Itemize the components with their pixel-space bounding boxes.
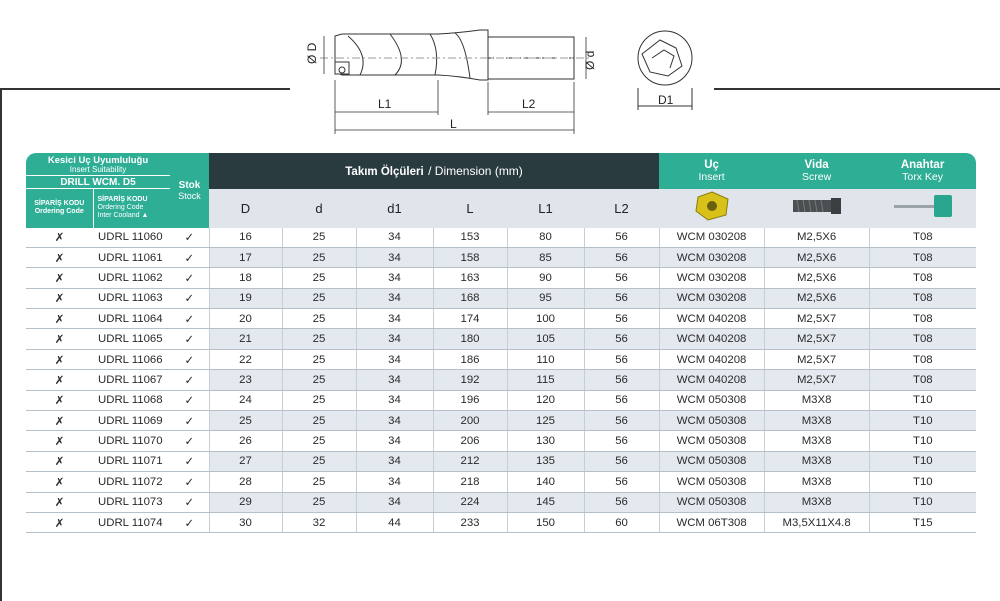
- cell-d: 25: [282, 288, 356, 308]
- cell-mark: ✗: [26, 431, 93, 451]
- cell-stock: ✓: [170, 288, 209, 308]
- label-L2: L2: [522, 97, 536, 111]
- cell-key: T08: [869, 268, 976, 288]
- cell-l: 163: [433, 268, 507, 288]
- cell-mark: ✗: [26, 370, 93, 390]
- cell-d1: 34: [356, 309, 433, 329]
- cell-d: 22: [209, 349, 282, 369]
- cell-screw: M3X8: [764, 431, 869, 451]
- cell-stock: ✓: [170, 492, 209, 512]
- cell-l2: 56: [584, 349, 659, 369]
- cell-screw: M3X8: [764, 492, 869, 512]
- insert-subtitle: Insert: [698, 170, 725, 183]
- cell-code: UDRL 11074: [93, 512, 170, 532]
- ordering-code-tr: SİPARİŞ KODU: [34, 200, 85, 208]
- table-row: [26, 288, 976, 308]
- cell-mark: ✗: [26, 390, 93, 410]
- cell-stock: ✓: [170, 472, 209, 492]
- cell-d1: 34: [356, 411, 433, 431]
- cell-d: 32: [282, 512, 356, 532]
- cell-d1: 34: [356, 390, 433, 410]
- screw-title: Vida: [804, 158, 829, 171]
- cell-key: T10: [869, 472, 976, 492]
- cell-l1: 105: [507, 329, 584, 349]
- cell-insert: WCM 050308: [659, 472, 764, 492]
- cell-code: UDRL 11071: [93, 451, 170, 471]
- cell-l: 180: [433, 329, 507, 349]
- cell-insert: WCM 050308: [659, 492, 764, 512]
- cell-key: T08: [869, 247, 976, 267]
- cell-code: UDRL 11066: [93, 349, 170, 369]
- cell-insert: WCM 040208: [659, 309, 764, 329]
- cell-l: 212: [433, 451, 507, 471]
- cell-d: 25: [282, 268, 356, 288]
- cell-key: T08: [869, 309, 976, 329]
- cell-mark: ✗: [26, 228, 93, 248]
- cell-mark: ✗: [26, 411, 93, 431]
- cell-l1: 85: [507, 247, 584, 267]
- cell-l: 206: [433, 431, 507, 451]
- cell-d: 18: [209, 268, 282, 288]
- cell-code: UDRL 11068: [93, 390, 170, 410]
- cell-l2: 56: [584, 390, 659, 410]
- frame-top-left: [0, 88, 290, 90]
- ordering-code2-tr: SİPARİŞ KODU: [97, 196, 148, 204]
- table-row: [26, 451, 976, 471]
- ordering-code-header: [26, 189, 93, 228]
- cell-l2: 56: [584, 247, 659, 267]
- table-row: [26, 492, 976, 512]
- table-row: [26, 370, 976, 390]
- cell-screw: M3X8: [764, 451, 869, 471]
- cell-d: 16: [209, 228, 282, 248]
- cell-d: 21: [209, 329, 282, 349]
- suitability-header: [26, 153, 170, 176]
- label-L1: L1: [378, 97, 392, 111]
- cell-l2: 56: [584, 268, 659, 288]
- cell-d: 24: [209, 390, 282, 410]
- key-title: Anahtar: [900, 158, 945, 171]
- cell-mark: ✗: [26, 512, 93, 532]
- col-header-L: L: [433, 189, 507, 228]
- cell-d: 20: [209, 309, 282, 329]
- cell-stock: ✓: [170, 370, 209, 390]
- cell-l: 233: [433, 512, 507, 532]
- cell-l2: 56: [584, 431, 659, 451]
- insert-image-icon: [690, 189, 734, 223]
- col-header-D: D: [209, 189, 282, 228]
- cell-l2: 56: [584, 411, 659, 431]
- cell-stock: ✓: [170, 512, 209, 532]
- cell-insert: WCM 030208: [659, 288, 764, 308]
- cell-d1: 34: [356, 288, 433, 308]
- cell-screw: M3X8: [764, 411, 869, 431]
- screw-image-cell: [764, 189, 869, 228]
- cell-d: 25: [282, 390, 356, 410]
- table-row: [26, 329, 976, 349]
- cell-l1: 120: [507, 390, 584, 410]
- insert-title: Uç: [704, 158, 719, 171]
- cell-key: T08: [869, 349, 976, 369]
- cell-stock: ✓: [170, 247, 209, 267]
- cell-d1: 34: [356, 228, 433, 248]
- cell-mark: ✗: [26, 247, 93, 267]
- cell-code: UDRL 11060: [93, 228, 170, 248]
- screw-image-icon: [787, 193, 847, 219]
- dimension-title: Takım Ölçüleri: [345, 165, 424, 178]
- cell-stock: ✓: [170, 411, 209, 431]
- cell-mark: ✗: [26, 309, 93, 329]
- cell-stock: ✓: [170, 431, 209, 451]
- cell-code: UDRL 11070: [93, 431, 170, 451]
- table-row: [26, 431, 976, 451]
- cell-d: 26: [209, 431, 282, 451]
- cell-mark: ✗: [26, 492, 93, 512]
- insert-header: [659, 153, 764, 189]
- cell-d: 25: [282, 492, 356, 512]
- cell-d: 25: [282, 451, 356, 471]
- screw-header: [764, 153, 869, 189]
- cell-key: T08: [869, 329, 976, 349]
- torx-key-image-icon: [890, 191, 956, 221]
- key-subtitle: Torx Key: [902, 170, 943, 183]
- cell-mark: ✗: [26, 268, 93, 288]
- cell-stock: ✓: [170, 329, 209, 349]
- cell-insert: WCM 050308: [659, 451, 764, 471]
- cell-d1: 44: [356, 512, 433, 532]
- insert-image-cell: [659, 189, 764, 228]
- cell-d: 25: [282, 247, 356, 267]
- label-L: L: [450, 117, 457, 131]
- cell-d: 25: [209, 411, 282, 431]
- col-header-d: d: [282, 189, 356, 228]
- cell-l: 218: [433, 472, 507, 492]
- cell-l1: 80: [507, 228, 584, 248]
- torx-key-image-cell: [869, 189, 976, 228]
- col-header-L2: L2: [584, 189, 659, 228]
- col-header-d1: d1: [356, 189, 433, 228]
- cell-mark: ✗: [26, 349, 93, 369]
- cell-key: T08: [869, 370, 976, 390]
- cell-key: T10: [869, 451, 976, 471]
- label-D1: D1: [658, 93, 674, 107]
- cell-l: 153: [433, 228, 507, 248]
- cell-insert: WCM 050308: [659, 411, 764, 431]
- drill-side-view: [320, 30, 590, 80]
- cell-l: 224: [433, 492, 507, 512]
- cell-key: T10: [869, 390, 976, 410]
- cell-d: 25: [282, 411, 356, 431]
- cell-code: UDRL 11061: [93, 247, 170, 267]
- key-header: [869, 153, 976, 189]
- cell-insert: WCM 050308: [659, 390, 764, 410]
- drill-label: DRILL WCM. D5: [26, 176, 170, 189]
- cell-screw: M2,5X6: [764, 247, 869, 267]
- cell-l: 158: [433, 247, 507, 267]
- cell-screw: M3,5X11X4.8: [764, 512, 869, 532]
- table-row: [26, 411, 976, 431]
- ordering-code2-extra: Inter Cooland ▲: [97, 212, 149, 220]
- cell-l2: 56: [584, 309, 659, 329]
- table-row: [26, 228, 976, 248]
- cell-key: T08: [869, 228, 976, 248]
- cell-l2: 56: [584, 451, 659, 471]
- cell-insert: WCM 030208: [659, 228, 764, 248]
- cell-stock: ✓: [170, 309, 209, 329]
- cell-d: 25: [282, 472, 356, 492]
- cell-code: UDRL 11069: [93, 411, 170, 431]
- cell-mark: ✗: [26, 288, 93, 308]
- cell-l: 174: [433, 309, 507, 329]
- cell-insert: WCM 040208: [659, 370, 764, 390]
- cell-l1: 95: [507, 288, 584, 308]
- cell-l2: 56: [584, 288, 659, 308]
- cell-d1: 34: [356, 349, 433, 369]
- cell-stock: ✓: [170, 451, 209, 471]
- label-diameter-D: Ø D: [305, 42, 319, 64]
- cell-mark: ✗: [26, 472, 93, 492]
- cell-l1: 125: [507, 411, 584, 431]
- cell-l1: 145: [507, 492, 584, 512]
- table-body: [26, 228, 976, 533]
- cell-screw: M2,5X6: [764, 268, 869, 288]
- cell-d1: 34: [356, 329, 433, 349]
- cell-d: 30: [209, 512, 282, 532]
- table-row: [26, 512, 976, 532]
- label-diameter-d: Ø d: [583, 50, 597, 70]
- cell-d1: 34: [356, 472, 433, 492]
- cell-stock: ✓: [170, 228, 209, 248]
- cell-d1: 34: [356, 268, 433, 288]
- cell-d: 25: [282, 370, 356, 390]
- cell-insert: WCM 06T308: [659, 512, 764, 532]
- cell-insert: WCM 030208: [659, 247, 764, 267]
- cell-l2: 56: [584, 370, 659, 390]
- cell-key: T10: [869, 411, 976, 431]
- cell-d1: 34: [356, 247, 433, 267]
- dimension-subtitle: / Dimension (mm): [428, 163, 523, 178]
- cell-key: T10: [869, 492, 976, 512]
- cell-d: 25: [282, 349, 356, 369]
- table-row: [26, 268, 976, 288]
- cell-l: 186: [433, 349, 507, 369]
- screw-subtitle: Screw: [801, 170, 832, 183]
- cell-l2: 60: [584, 512, 659, 532]
- cell-stock: ✓: [170, 349, 209, 369]
- cell-insert: WCM 050308: [659, 431, 764, 451]
- cell-screw: M2,5X6: [764, 228, 869, 248]
- cell-mark: ✗: [26, 451, 93, 471]
- cell-d: 25: [282, 431, 356, 451]
- cell-key: T15: [869, 512, 976, 532]
- cell-l: 196: [433, 390, 507, 410]
- cell-screw: M2,5X7: [764, 329, 869, 349]
- stock-title: Stok: [178, 179, 201, 191]
- cell-code: UDRL 11064: [93, 309, 170, 329]
- cell-screw: M2,5X7: [764, 309, 869, 329]
- dimension-header: [209, 153, 659, 189]
- cell-stock: ✓: [170, 268, 209, 288]
- cell-l2: 56: [584, 472, 659, 492]
- cell-d: 27: [209, 451, 282, 471]
- table-row: [26, 309, 976, 329]
- cell-screw: M2,5X6: [764, 288, 869, 308]
- cell-code: UDRL 11072: [93, 472, 170, 492]
- cell-code: UDRL 11062: [93, 268, 170, 288]
- ordering-code2-en: Ordering Code: [97, 204, 144, 212]
- suitability-subtitle: Insert Suitability: [69, 164, 127, 174]
- cell-l2: 56: [584, 492, 659, 512]
- cell-screw: M2,5X7: [764, 370, 869, 390]
- table-row: [26, 472, 976, 492]
- cell-insert: WCM 040208: [659, 349, 764, 369]
- cell-stock: ✓: [170, 390, 209, 410]
- cell-d: 19: [209, 288, 282, 308]
- ordering-code-en: Ordering Code: [34, 208, 84, 216]
- cell-l: 192: [433, 370, 507, 390]
- cell-key: T08: [869, 288, 976, 308]
- frame-top-right: [714, 88, 1000, 90]
- cell-d: 17: [209, 247, 282, 267]
- specification-table: [26, 153, 976, 533]
- cell-code: UDRL 11073: [93, 492, 170, 512]
- cell-screw: M3X8: [764, 390, 869, 410]
- cell-l: 200: [433, 411, 507, 431]
- cell-d: 29: [209, 492, 282, 512]
- cell-screw: M3X8: [764, 472, 869, 492]
- table-row: [26, 349, 976, 369]
- cell-d: 25: [282, 228, 356, 248]
- cell-code: UDRL 11065: [93, 329, 170, 349]
- cell-insert: WCM 040208: [659, 329, 764, 349]
- cell-l2: 56: [584, 329, 659, 349]
- table-row: [26, 390, 976, 410]
- cell-d1: 34: [356, 431, 433, 451]
- technical-drawing: [290, 0, 720, 140]
- cell-key: T10: [869, 431, 976, 451]
- table-row: [26, 247, 976, 267]
- cell-screw: M2,5X7: [764, 349, 869, 369]
- cell-l1: 100: [507, 309, 584, 329]
- cell-l1: 130: [507, 431, 584, 451]
- cell-d1: 34: [356, 370, 433, 390]
- cell-mark: ✗: [26, 329, 93, 349]
- cell-d1: 34: [356, 451, 433, 471]
- cell-d: 23: [209, 370, 282, 390]
- frame-left: [0, 88, 2, 601]
- cell-l2: 56: [584, 228, 659, 248]
- col-header-L1: L1: [507, 189, 584, 228]
- cell-l: 168: [433, 288, 507, 308]
- cell-l1: 140: [507, 472, 584, 492]
- stock-header: [170, 153, 209, 228]
- ordering-code2-header: [93, 189, 170, 228]
- cell-l1: 90: [507, 268, 584, 288]
- suitability-title: Kesici Uç Uyumluluğu: [47, 154, 149, 166]
- cell-code: UDRL 11067: [93, 370, 170, 390]
- cell-d: 25: [282, 309, 356, 329]
- cell-code: UDRL 11063: [93, 288, 170, 308]
- cell-l1: 110: [507, 349, 584, 369]
- cell-insert: WCM 030208: [659, 268, 764, 288]
- cell-d: 25: [282, 329, 356, 349]
- cell-l1: 115: [507, 370, 584, 390]
- cell-d1: 34: [356, 492, 433, 512]
- cell-l1: 150: [507, 512, 584, 532]
- cell-d: 28: [209, 472, 282, 492]
- cell-l1: 135: [507, 451, 584, 471]
- stock-subtitle: Stock: [178, 190, 201, 201]
